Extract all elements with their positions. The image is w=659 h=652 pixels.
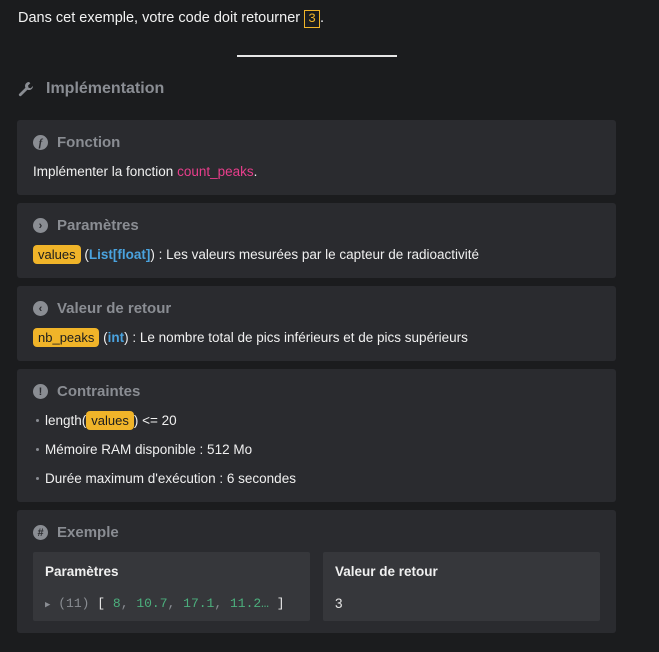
- function-suffix: .: [253, 164, 258, 179]
- intro-return-value: 3: [304, 10, 320, 28]
- expand-triangle-icon[interactable]: ▶: [45, 600, 51, 610]
- bullet-dot: [36, 448, 39, 451]
- array-close-bracket: ]: [276, 596, 285, 611]
- constraint-1-prefix: length(: [45, 413, 87, 428]
- return-type-close: ): [124, 330, 129, 345]
- function-card: [17, 120, 616, 195]
- parameters-card: [17, 203, 616, 278]
- example-card-title: Exemple: [57, 524, 119, 541]
- example-array[interactable]: ▶ (11) [ 8, 10.7, 17.1, 11.2… ]: [45, 596, 285, 611]
- function-icon: f: [33, 135, 48, 150]
- return-card-header: [33, 300, 171, 317]
- intro-label: Dans cet exemple, votre code doit retourner: [18, 10, 305, 26]
- divider: [237, 55, 397, 57]
- intro-text: [18, 10, 324, 28]
- constraint-2-text: Mémoire RAM disponible : 512 Mo: [45, 442, 253, 457]
- array-open-bracket: [: [97, 596, 106, 611]
- parameters-card-header: [33, 217, 139, 234]
- example-return-panel: [323, 552, 600, 621]
- return-card: [17, 286, 616, 361]
- constraint-item: [36, 435, 296, 464]
- intro-period: .: [319, 10, 324, 26]
- param-type: List[float]: [88, 247, 151, 262]
- param-name-chip: values: [33, 245, 81, 264]
- function-name: count_peaks: [177, 164, 254, 179]
- return-type-open: (: [103, 330, 108, 345]
- constraint-3-text: Durée maximum d'exécution : 6 secondes: [45, 471, 296, 486]
- function-card-header: [33, 134, 120, 151]
- bullet-dot: [36, 419, 39, 422]
- example-card-header: [33, 524, 119, 541]
- example-card: [17, 510, 616, 633]
- return-type: int: [107, 330, 125, 345]
- array-value: 11.2…: [229, 596, 269, 611]
- array-count: (11): [58, 596, 90, 611]
- constraint-item: [36, 464, 296, 493]
- return-card-body: [33, 328, 468, 347]
- function-prefix: Implémenter la fonction: [33, 164, 178, 179]
- example-return-value: 3: [335, 596, 343, 611]
- section-title: [18, 80, 164, 98]
- wrench-icon: [18, 81, 34, 97]
- return-name-chip: nb_peaks: [33, 328, 99, 347]
- return-description: : Le nombre total de pics inférieurs et de pics supérieurs: [128, 330, 468, 345]
- param-type-open: (: [84, 247, 89, 262]
- chevron-left-icon: ‹: [33, 301, 48, 316]
- constraint-1-suffix: ) <= 20: [133, 413, 177, 428]
- constraints-list: [36, 406, 296, 493]
- constraint-1-chip: values: [86, 411, 134, 430]
- example-params-panel: [33, 552, 310, 621]
- constraints-card-title: Contraintes: [57, 383, 141, 400]
- function-card-body: [33, 164, 257, 179]
- array-value: 17.1: [183, 596, 215, 611]
- param-description: : Les valeurs mesurées par le capteur de radioactivité: [154, 247, 480, 262]
- chevron-right-icon: ›: [33, 218, 48, 233]
- return-card-title: Valeur de retour: [57, 300, 172, 317]
- section-title-label: Implémentation: [46, 80, 165, 97]
- example-return-label: Valeur de retour: [335, 564, 438, 579]
- exclamation-icon: !: [33, 384, 48, 399]
- parameters-card-body: [33, 245, 479, 264]
- array-value: 10.7: [136, 596, 168, 611]
- param-type-close: ): [150, 247, 155, 262]
- example-params-label: Paramètres: [45, 564, 119, 579]
- hashtag-icon: #: [33, 525, 48, 540]
- constraints-card: [17, 369, 616, 502]
- constraint-item: [36, 406, 296, 435]
- array-value: 8: [112, 596, 121, 611]
- function-card-title: Fonction: [57, 134, 121, 151]
- parameters-card-title: Paramètres: [57, 217, 139, 234]
- bullet-dot: [36, 477, 39, 480]
- constraints-card-header: [33, 383, 140, 400]
